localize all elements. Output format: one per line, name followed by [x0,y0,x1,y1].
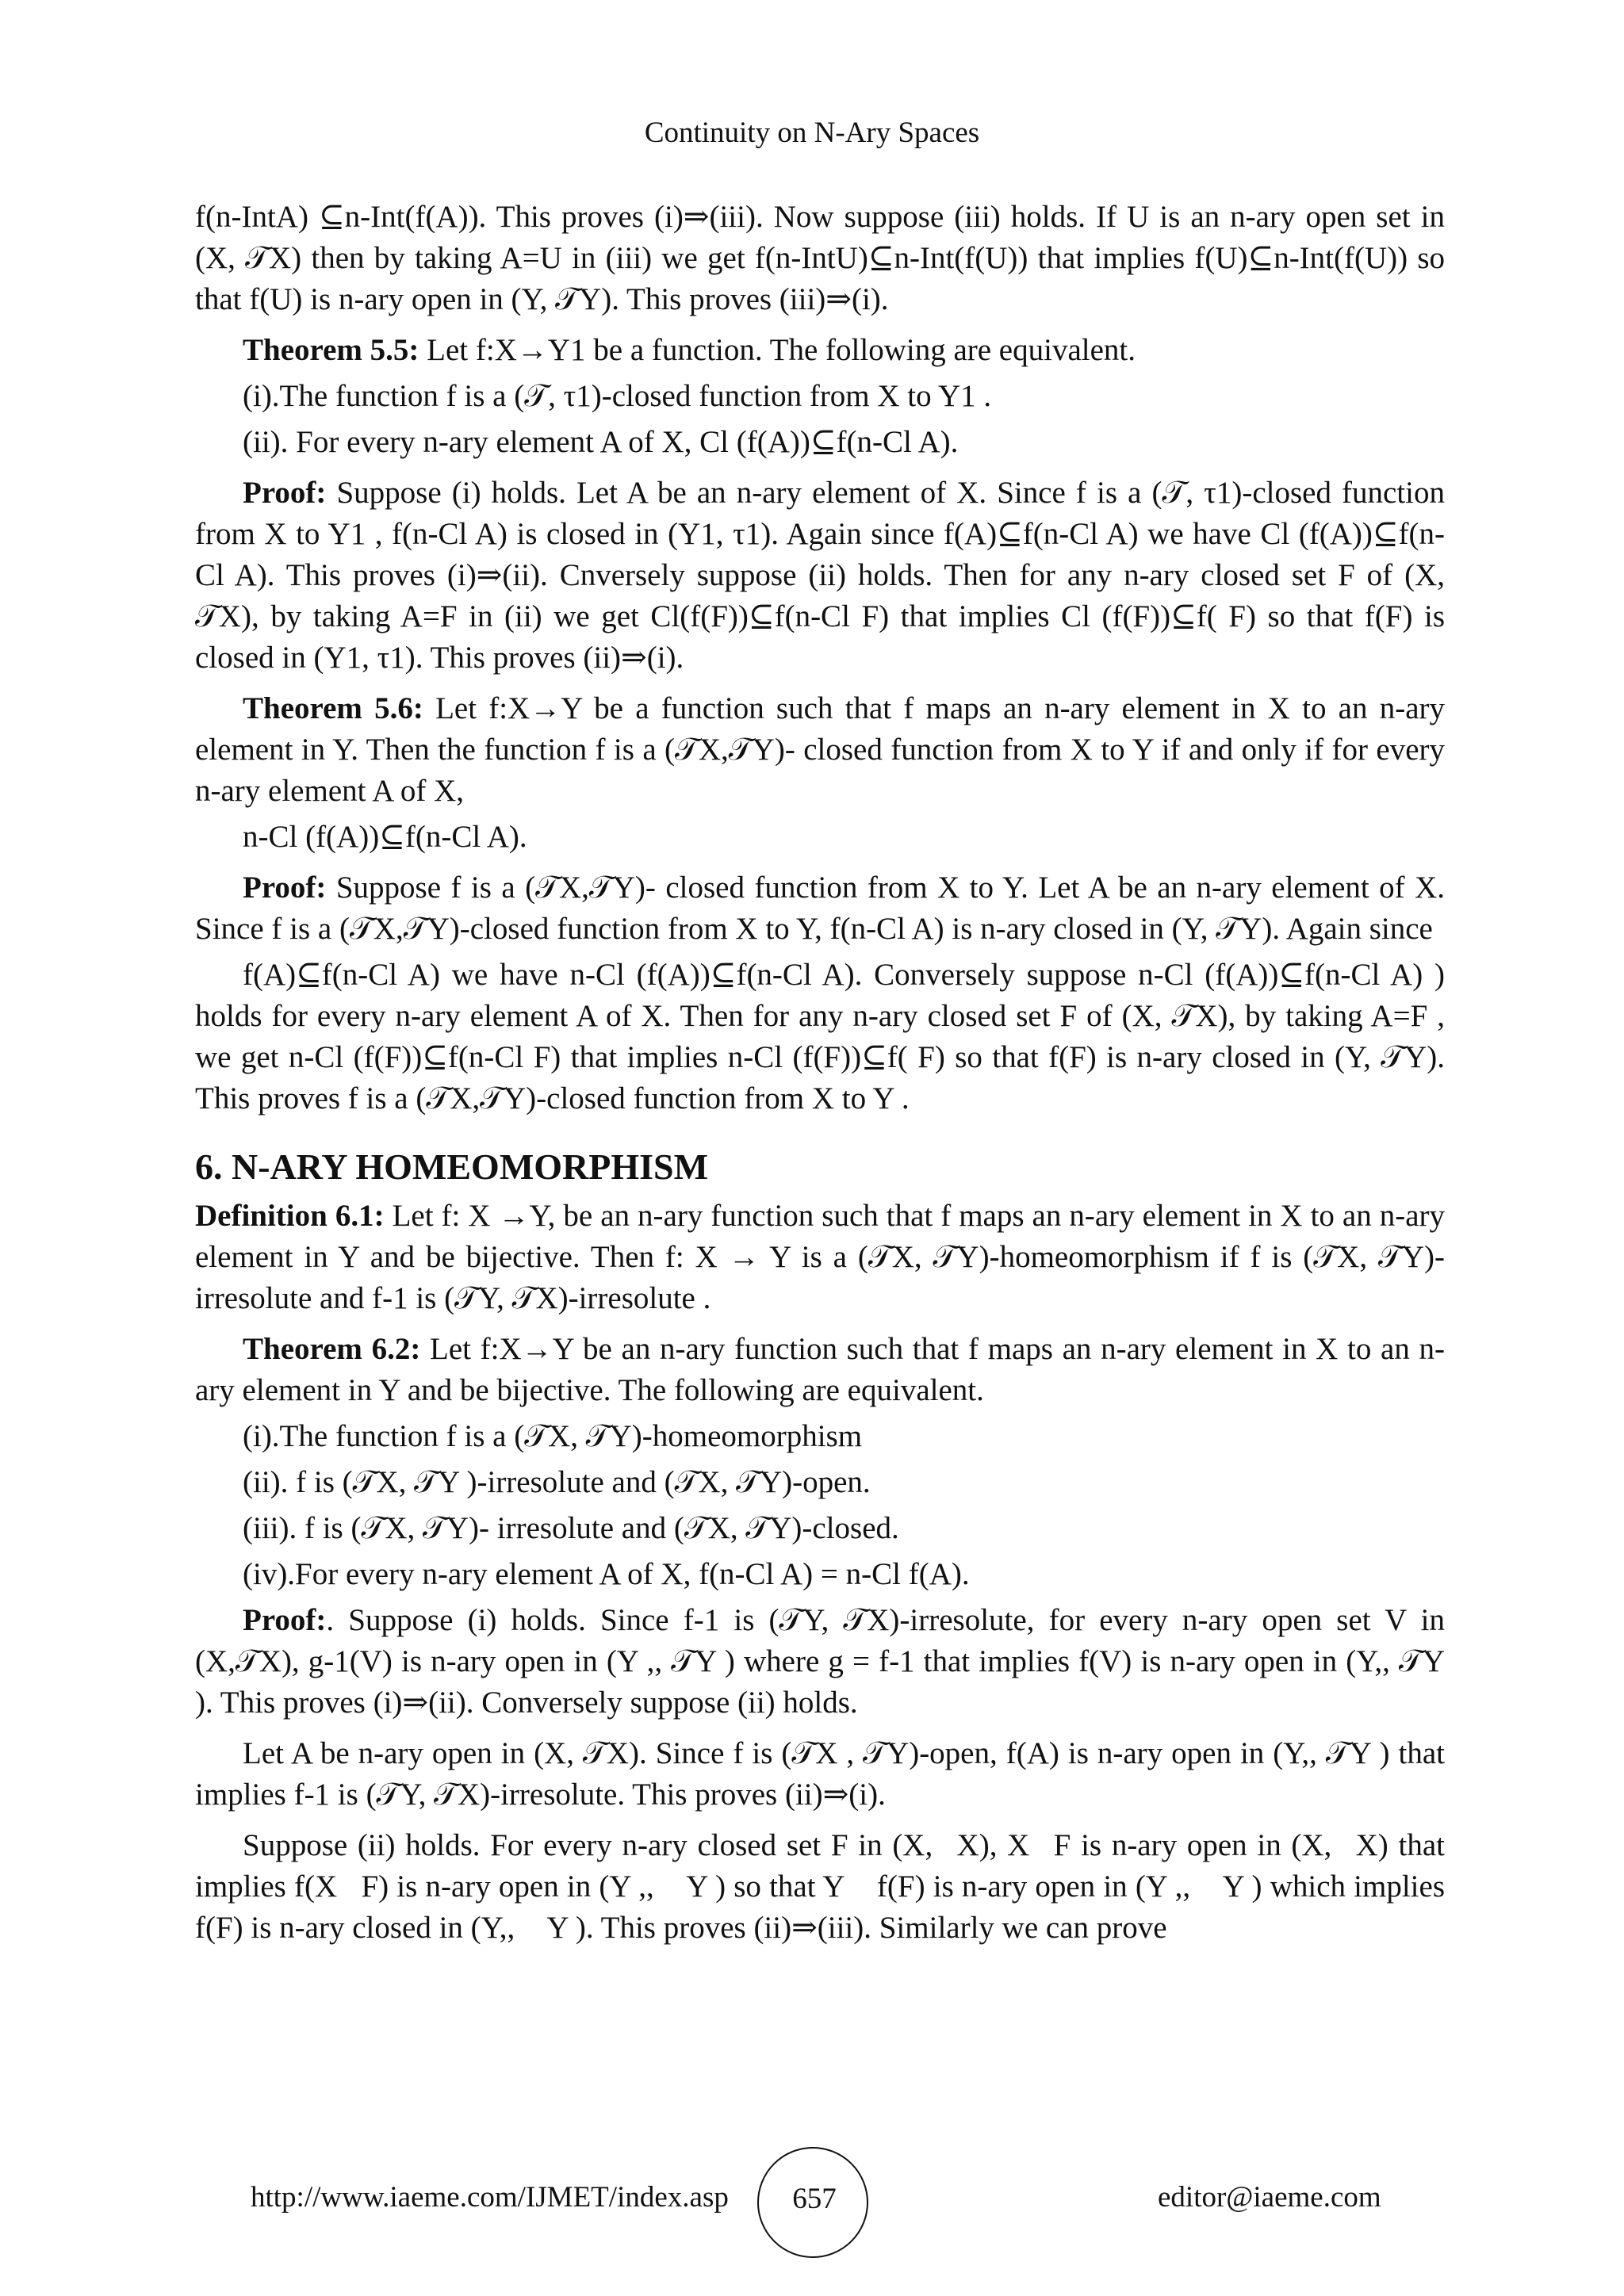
paragraph-let-a: Let A be n-ary open in (X, 𝒯X). Since f is (𝒯X , 𝒯Y)-open, f(A) is n-ary open in (Y,, 𝒯Y ) that implies f-1 is (𝒯Y, 𝒯X)-irresolute. This proves (ii)⇒(i). [195,1736,1445,1812]
theorem-5-5-item-ii: (ii). For every n-ary element A of X, Cl (f(A))⊆f(n-Cl A). [243,425,959,459]
theorem-5-6-label: Theorem 5.6: [243,691,423,725]
theorem-6-2-item-iv: (iv).For every n-ary element A of X, f(n-Cl A) = n-Cl f(A). [243,1557,970,1591]
theorem-5-5-label: Theorem 5.5: [243,333,419,367]
theorem-5-6-formula: n-Cl (f(A))⊆f(n-Cl A). [243,820,527,854]
proof-6-2-label: Proof: [243,1603,327,1637]
proof-5-5 [195,473,1445,679]
theorem-5-5-item-i: (i).The function f is a (𝒯, τ1)-closed function from X to Y1 . [243,379,992,413]
proof-5-6-text: Suppose f is a (𝒯X,𝒯Y)- closed function from X to Y. Let A be an n-ary element of X. Since f is a (𝒯X,𝒯Y)-closed function from X to Y, f(n-Cl A) is n-ary closed in (Y, 𝒯Y). Again since [195,871,1445,946]
theorem-5-6-text: Let f:X→Y be a function such that f maps an n-ary element in X to an n-ary element in Y. Then the function f is a (𝒯X,𝒯Y)- closed function from X to Y if and only if for every n-ary element A of X, [195,691,1445,808]
proof-6-2-text: . Suppose (i) holds. Since f-1 is (𝒯Y, 𝒯X)-irresolute, for every n-ary open set V in (X,𝒯X), g-1(V) is n-ary open in (Y ,, 𝒯Y ) where g = f-1 that implies f(V) is n-ary open in (Y,, 𝒯Y ). This proves (i)⇒(ii). Conversely suppose (ii) holds. [195,1603,1445,1720]
theorem-5-6 [195,688,1445,812]
definition-6-1 [195,1196,1445,1319]
page-body [195,197,1445,1958]
proof-6-2 [195,1600,1445,1724]
page-number: 657 [792,2183,837,2215]
proof-5-6-continued: f(A)⊆f(n-Cl A) we have n-Cl (f(A))⊆f(n-Cl A). Conversely suppose n-Cl (f(A))⊆f(n-Cl A) ) holds for every n-ary element A of X. Then for any n-ary closed set F of (X, 𝒯X), by taking A=F , we get n-Cl (f(F))⊆f(n-Cl F) that implies n-Cl (f(F))⊆f( F) so that f(F) is n-ary closed in (Y, 𝒯Y). This proves f is a (𝒯X,𝒯Y)-closed function from X to Y . [195,958,1445,1115]
theorem-6-2 [195,1329,1445,1411]
proof-5-5-label: Proof: [243,476,327,510]
proof-5-6-label: Proof: [243,871,327,905]
paragraph-suppose-ii: Suppose (ii) holds. For every n-ary closed set F in (X,𝒯X), X⃠F is n-ary open in (X,𝒯X) that implies f(X⃠F) is n-ary open in (Y ,, 𝒯Y ) so that Y⃠ f(F) is n-ary open in (Y ,, 𝒯Y ) which implies f(F) is n-ary closed in (Y,, 𝒯Y ). This proves (ii)⇒(iii). Similarly we can prove [195,1828,1445,1945]
definition-6-1-label: Definition 6.1: [195,1199,385,1233]
running-header: Continuity on N-Ary Spaces [644,117,980,149]
paragraph-proof-continuation: f(n-IntA) ⊆n-Int(f(A)). This proves (i)⇒(iii). Now suppose (iii) holds. If U is an n-ary open set in (X, 𝒯X) then by taking A=U in (iii) we get f(n-IntU)⊆n-Int(f(U)) that implies f(U)⊆n-Int(f(U)) so that f(U) is n-ary open in (Y, 𝒯Y). This proves (iii)⇒(i). [195,200,1445,316]
page-footer [0,2163,1624,2226]
proof-5-5-text: Suppose (i) holds. Let A be an n-ary element of X. Since f is a (𝒯, τ1)-closed function from X to Y1 , f(n-Cl A) is closed in (Y1, τ1). Again since f(A)⊆f(n-Cl A) we have Cl (f(A))⊆f(n-Cl A). This proves (i)⇒(ii). Cnversely suppose (ii) holds. Then for any n-ary closed set F of (X, 𝒯X), by taking A=F in (ii) we get Cl(f(F))⊆f(n-Cl F) that implies Cl (f(F))⊆f( F) so that f(F) is closed in (Y1, τ1). This proves (ii)⇒(i). [195,476,1445,675]
theorem-5-5 [195,330,1445,371]
theorem-6-2-text: Let f:X→Y be an n-ary function such that f maps an n-ary element in X to an n-ary element in Y and be bijective. The following are equivalent. [195,1332,1445,1407]
theorem-6-2-label: Theorem 6.2: [243,1332,421,1366]
theorem-6-2-item-ii: (ii). f is (𝒯X, 𝒯Y )-irresolute and (𝒯X, 𝒯Y)-open. [243,1465,871,1499]
footer-email[interactable]: editor@iaeme.com [1158,2181,1381,2214]
theorem-6-2-item-iii: (iii). f is (𝒯X, 𝒯Y)- irresolute and (𝒯X, 𝒯Y)-closed. [243,1511,899,1545]
page-number-circle [757,2147,868,2258]
theorem-5-5-text: Let f:X→Y1 be a function. The following are equivalent. [419,333,1136,367]
section-heading: 6. N-ARY HOMEOMORPHISM [195,1146,709,1187]
theorem-6-2-item-i: (i).The function f is a (𝒯X, 𝒯Y)-homeomorphism [243,1419,863,1453]
proof-5-6 [195,867,1445,950]
footer-url[interactable]: http://www.iaeme.com/IJMET/index.asp [251,2181,729,2214]
definition-6-1-text: Let f: X →Y, be an n-ary function such that f maps an n-ary element in X to an n-ary element in Y and be bijective. Then f: X → Y is a (𝒯X, 𝒯Y)-homeomorphism if f is (𝒯X, 𝒯Y)-irresolute and f-1 is (𝒯Y, 𝒯X)-irresolute . [195,1199,1445,1315]
